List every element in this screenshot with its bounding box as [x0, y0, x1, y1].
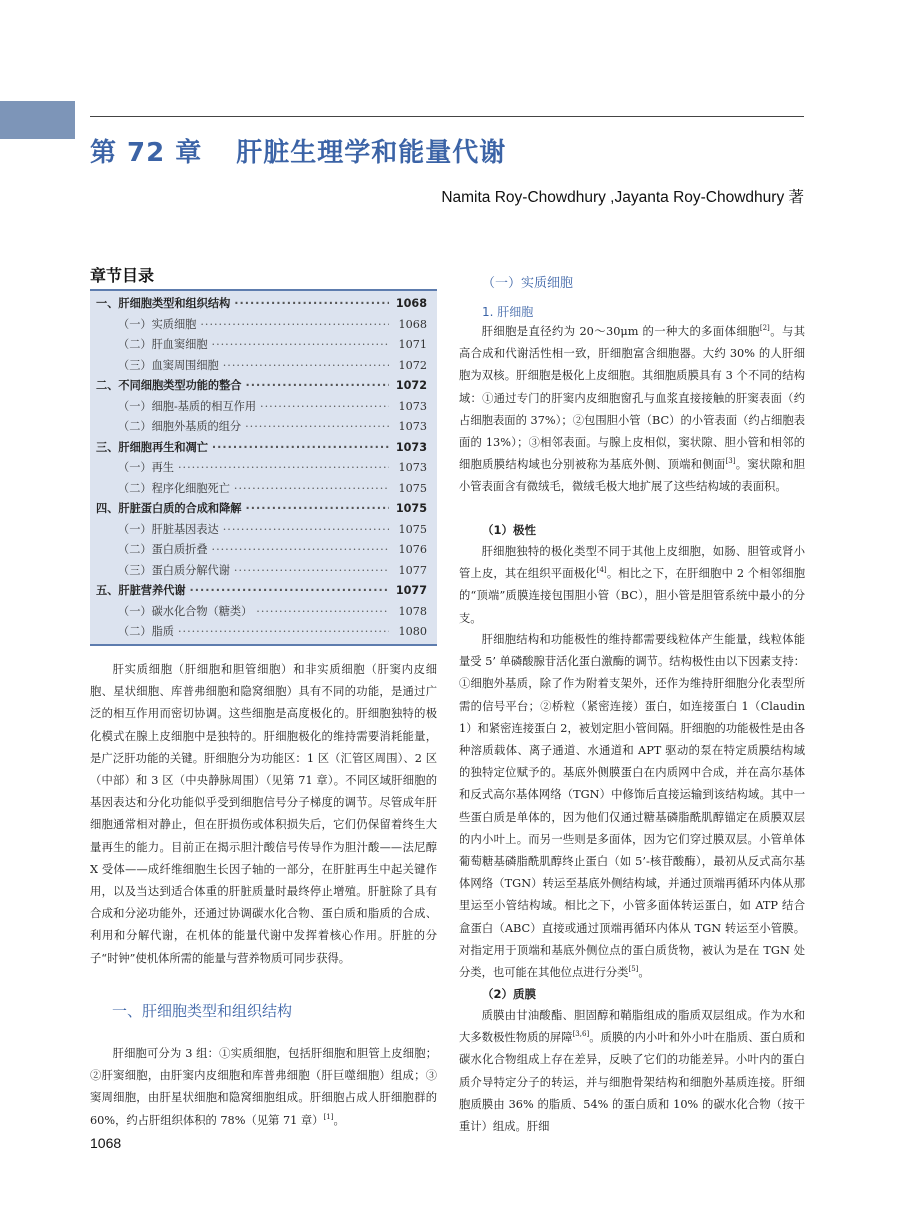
intro-paragraph: 肝实质细胞（肝细胞和胆管细胞）和非实质细胞（肝窦内皮细胞、星状细胞、库普弗细胞和隐窝细胞）具有不同的功能，是通过广泛的相互作用而密切协调。这些细胞是高度极化的。肝细胞独特的极化模式在腺上皮细胞中是独特的。肝细胞极化的维持需要消耗能量，是广泛肝功能的关键。肝细胞分为功能区：1 区（汇管区周围）、2 区（中部）和 3 区（中央静脉周围）（见第 71 章）。不同区域肝细胞的基因表达和分化功能似乎受到细胞信号分子梯度的调节。尽管成年肝细胞通常相对静止，但在肝损伤或体积损失后，它们仍保留着终生大量再生的能力。目前正在揭示胆汁酸信号传导作为胆汁酸——法尼醇 X 受体——成纤维细胞生长因子轴的一部分，在肝脏再生中起关键作用，以及当达到适合体重的肝脏质量时最终停止增殖。肝脏除了具有合成和分泌功能外，还通过协调碳水化合物、蛋白质和脂质的合成、利用和分解代谢，在机体的能量代谢中发挥着核心作用。肝脏的分子“时钟”使机体所需的能量与营养物质可同步获得。: [90, 663, 437, 965]
chapter-number: 第 72 章: [90, 138, 203, 168]
polarity-heading: （1）极性: [482, 523, 537, 537]
section-1-paragraph: 肝细胞可分为 3 组：①实质细胞，包括肝细胞和胆管上皮细胞；②肝窦细胞，由肝窦内皮细胞和库普弗细胞（肝巨噬细胞）组成；③窦周细胞，由肝星状细胞和隐窝细胞组成。肝细胞占成人肝细胞群的 60%，约占肝组织体积的 78%（见第 71 章）[1]。: [90, 1047, 437, 1127]
toc-entry[interactable]: 五、肝脏营养代谢 ····· 1077: [90, 581, 437, 602]
header-rule: [90, 116, 804, 117]
citation[interactable]: [1]: [323, 1112, 334, 1121]
polarity-maintenance-paragraph: 肝细胞结构和功能极性的维持都需要线粒体产生能量，线粒体能量受 5’ 单磷酸腺苷活化蛋白激酶的调节。结构极性由以下因素支持：①细胞外基质，除了作为附着支架外，还作为维持肝细胞分化表型所需的信号平台；②桥粒（紧密连接）蛋白，如连接蛋白 1（Claudin 1）和紧密连接蛋白 2，被划定胆小管间隔。肝细胞的功能极性是由各种溶质载体、离子通道、水通道和 APT 驱动的泵在特定质膜结构域的独特定位赋予的。基底外侧膜蛋白在内质网中合成，并在高尔基体和反式高尔基体网络（TGN）中修饰后直接运输到该结构域。其中一些蛋白质是单体的，因为他们仅通过糖基磷脂酰肌醇锚定在质膜双层的内小叶上。而另一些则是多面体，因为它们穿过膜双层。小管单体葡萄糖基磷脂酰肌醇终止蛋白（如 5’-核苷酸酶），最初从反式高尔基体网络（TGN）转运至基底外侧结构域，并通过顶端再循环内体从那里运至小管结构域。相比之下，小管多面体转运蛋白，如 ATP 结合盒蛋白（ABC）直接或通过顶端再循环内体从 TGN 转运至小管膜。对指定用于顶端和基底外侧位点的蛋白质货物，被认为是在 TGN 处分类，也可能在其他位点进行分类[5]。: [459, 633, 805, 980]
toc-entry[interactable]: （一）碳水化合物（糖类） ····· 1078: [90, 602, 437, 623]
chapter-name: 肝脏生理学和能量代谢: [236, 138, 507, 168]
toc-entry[interactable]: （一）细胞-基质的相互作用 ····· 1073: [90, 397, 437, 418]
toc-entry[interactable]: （一）实质细胞 ····· 1068: [90, 315, 437, 336]
toc-entry[interactable]: （二）蛋白质折叠 ····· 1076: [90, 540, 437, 561]
toc-entry[interactable]: （二）程序化细胞死亡 ····· 1075: [90, 479, 437, 500]
authors: Namita Roy-Chowdhury ,Jayanta Roy-Chowdhury 著: [441, 189, 804, 206]
toc-entry[interactable]: （一）肝脏基因表达 ····· 1075: [90, 520, 437, 541]
section-1-title: 一、肝细胞类型和组织结构: [112, 1002, 293, 1020]
membrane-heading: （2）质膜: [482, 987, 537, 1001]
citation[interactable]: [4]: [596, 566, 607, 575]
citation[interactable]: [2]: [759, 324, 770, 333]
membrane-paragraph: 质膜由甘油酸酯、胆固醇和鞘脂组成的脂质双层组成。作为水和大多数极性物质的屏障[3,6]。质膜的内小叶和外小叶在脂质、蛋白质和碳水化合物组成上存在差异，反映了它们的功能差异。小叶内的蛋白质介导特定分子的转运，并与细胞骨架结构和细胞外基质连接。肝细胞质膜由 36% 的脂质、54% 的蛋白质和 10% 的碳水化合物（按干重计）组成。肝细: [459, 1009, 805, 1134]
toc-entry[interactable]: 三、肝细胞再生和凋亡 ····· 1073: [90, 438, 437, 459]
toc-entry[interactable]: （三）血窦周围细胞 ····· 1072: [90, 356, 437, 377]
polarity-paragraph: 肝细胞独特的极化类型不同于其他上皮细胞，如肠、胆管或肾小管上皮，其在组织平面极化[4]。相比之下，在肝细胞中 2 个相邻细胞的“顶端”质膜连接包围胆小管（BC），胆小管是胆管系统中最小的分支。: [459, 545, 805, 625]
toc-entry[interactable]: 四、肝脏蛋白质的合成和降解 ····· 1075: [90, 499, 437, 520]
subsubsection-title: 1. 肝细胞: [482, 305, 534, 319]
toc-entry[interactable]: （一）再生 ····· 1073: [90, 458, 437, 479]
toc-entry[interactable]: 二、不同细胞类型功能的整合 ····· 1072: [90, 376, 437, 397]
subsection-title: （一）实质细胞: [482, 276, 574, 291]
toc-entry[interactable]: （二）脂质 ····· 1080: [90, 622, 437, 643]
citation[interactable]: [3]: [725, 457, 736, 466]
toc-entry[interactable]: （二）细胞外基质的组分 ····· 1073: [90, 417, 437, 438]
toc-entry[interactable]: 一、肝细胞类型和组织结构 ····· 1068: [90, 294, 437, 315]
hepatocyte-paragraph: 肝细胞是直径约为 20～30μm 的一种大的多面体细胞[2]。与其高合成和代谢活性相一致，肝细胞富含细胞器。大约 30% 的人肝细胞为双核。肝细胞是极化上皮细胞。其细胞质膜具有 3 个不同的结构域：①通过专门的肝窦内皮细胞窗孔与血浆直接接触的肝窦表面（约占细胞表面的 37%）；②包围胆小管（BC）的小管表面（约占细胞表面的 13%）；③相邻表面。与腺上皮相似，窦状隙、胆小管和相邻的细胞质膜结构域也分别被称为基底外侧、顶端和侧面[3]。窦状隙和胆小管表面含有微绒毛，微绒毛极大地扩展了这些结构域的表面积。: [459, 324, 805, 494]
citation[interactable]: [3,6]: [572, 1030, 590, 1039]
page-number: 1068: [90, 1135, 122, 1151]
citation[interactable]: [5]: [628, 965, 639, 974]
chapter-side-tab: [0, 101, 75, 139]
toc-heading: 章节目录: [90, 266, 155, 285]
toc-entry[interactable]: （二）肝血窦细胞 ····· 1071: [90, 335, 437, 356]
table-of-contents: [90, 289, 437, 646]
chapter-title: [90, 132, 506, 169]
toc-entry[interactable]: （三）蛋白质分解代谢 ····· 1077: [90, 561, 437, 582]
